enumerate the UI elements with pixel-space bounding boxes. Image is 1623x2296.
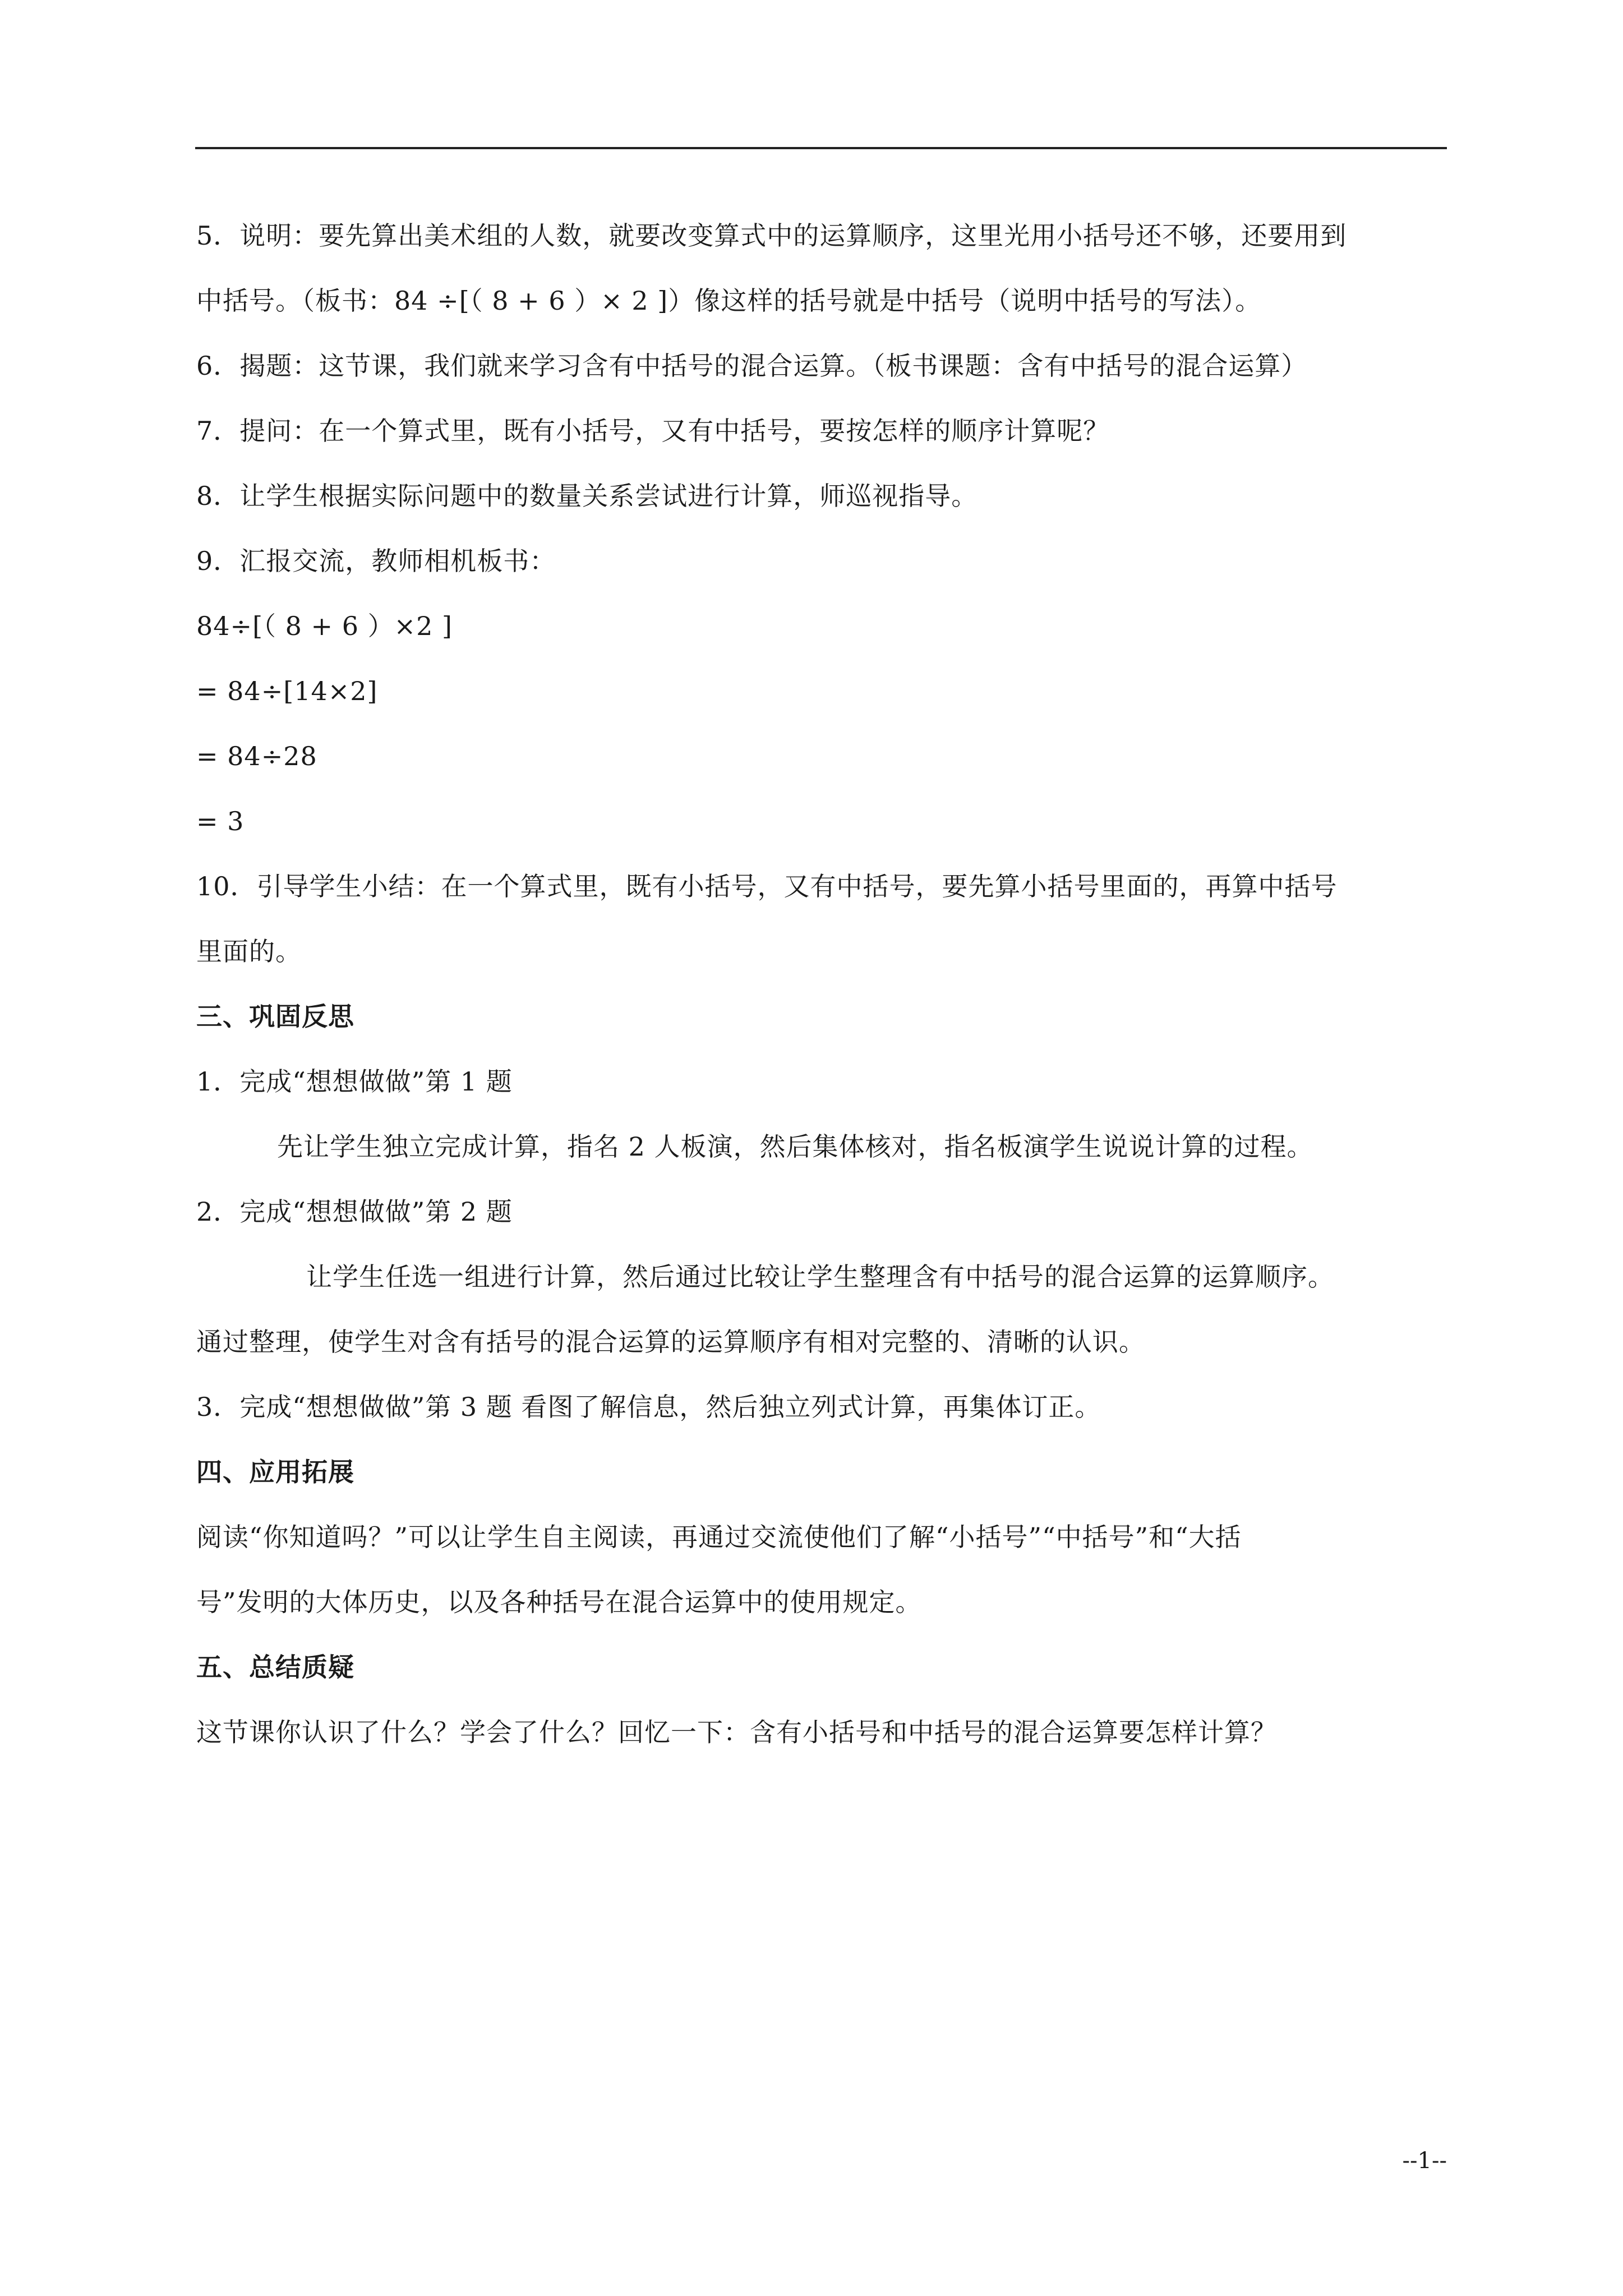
paragraph-line: 让学生任选一组进行计算，然后通过比较让学生整理含有中括号的混合运算的运算顺序。 <box>306 1262 1334 1292</box>
paragraph-line: 9．汇报交流，教师相机板书： <box>196 546 556 576</box>
paragraph-line: 先让学生独立完成计算，指名 2 人板演，然后集体核对，指名板演学生说说计算的过程。 <box>277 1131 1313 1162</box>
header-rule <box>195 147 1447 149</box>
paragraph-line: 8．让学生根据实际问题中的数量关系尝试进行计算，师巡视指导。 <box>196 481 978 511</box>
section-heading: 三、巩固反思 <box>196 1001 354 1032</box>
paragraph-line: 6．揭题：这节课，我们就来学习含有中括号的混合运算。（板书课题：含有中括号的混合运算） <box>196 351 1308 381</box>
paragraph-line: 1．完成“想想做做”第 1 题 <box>196 1066 513 1097</box>
page-number: --1-- <box>1402 2148 1447 2174</box>
document-body <box>196 203 1447 1765</box>
paragraph-line: 2．完成“想想做做”第 2 题 <box>196 1197 513 1227</box>
equation-line: 84÷[（ 8 + 6 ）×2 ] <box>196 611 453 641</box>
paragraph-line: 阅读“你知道吗？”可以让学生自主阅读，再通过交流使他们了解“小括号”“中括号”和“大括 <box>196 1522 1242 1552</box>
equation-line: = 84÷28 <box>196 741 317 771</box>
equation-line: = 84÷[14×2] <box>196 676 378 706</box>
paragraph-line: 通过整理，使学生对含有括号的混合运算的运算顺序有相对完整的、清晰的认识。 <box>196 1327 1145 1357</box>
paragraph-line: 中括号。（板书：84 ÷[（ 8 + 6 ）× 2 ]）像这样的括号就是中括号（说明中括号的写法）。 <box>196 286 1262 316</box>
paragraph-line: 7．提问：在一个算式里，既有小括号，又有中括号，要按怎样的顺序计算呢？ <box>196 416 1110 446</box>
paragraph-line: 3．完成“想想做做”第 3 题 看图了解信息，然后独立列式计算，再集体订正。 <box>196 1392 1101 1422</box>
equation-line: = 3 <box>196 806 245 836</box>
paragraph-line: 10．引导学生小结：在一个算式里，既有小括号，又有中括号，要先算小括号里面的，再算中括号 <box>196 871 1338 901</box>
paragraph-line: 5．说明：要先算出美术组的人数，就要改变算式中的运算顺序，这里光用小括号还不够，还要用到 <box>196 220 1347 251</box>
paragraph-line: 里面的。 <box>196 936 302 967</box>
section-heading: 五、总结质疑 <box>196 1652 354 1682</box>
paragraph-line: 号”发明的大体历史，以及各种括号在混合运算中的使用规定。 <box>196 1587 922 1617</box>
paragraph-line: 这节课你认识了什么？学会了什么？回忆一下：含有小括号和中括号的混合运算要怎样计算？ <box>196 1717 1277 1747</box>
section-heading: 四、应用拓展 <box>196 1457 354 1487</box>
